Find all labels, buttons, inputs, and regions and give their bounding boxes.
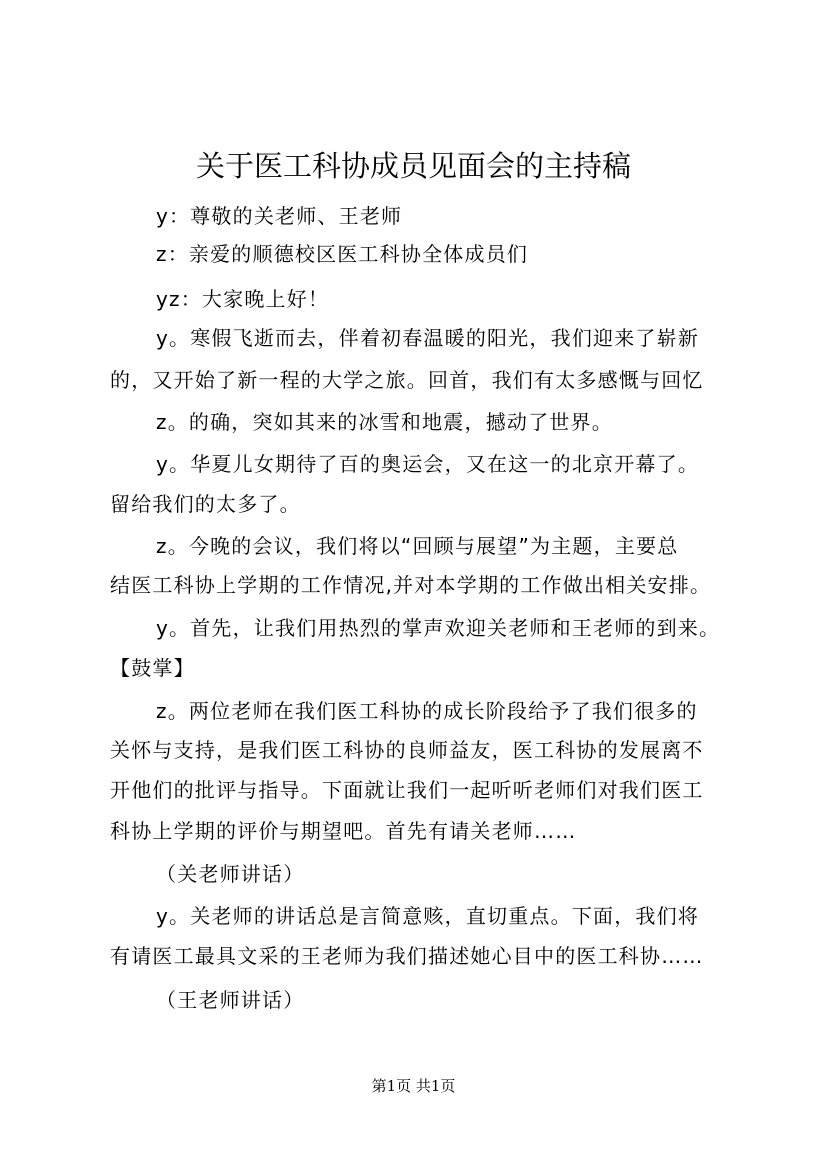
page-number-footer: 第1页 共1页	[371, 1077, 456, 1095]
text-line: 结医工科协上学期的工作情况,并对本学期的工作做出相关安排。	[110, 573, 712, 597]
text-line: 有请医工最具文采的王老师为我们描述她心目中的医工科协……	[110, 944, 704, 968]
text-line: z。今晚的会议，我们将以“回顾与展望”为主题，主要总	[156, 534, 679, 558]
text-line: 的，又开始了新一程的大学之旅。回首，我们有太多感慨与回忆	[110, 368, 704, 392]
text-line: z：亲爱的顺德校区医工科协全体成员们	[156, 242, 529, 266]
text-line: 科协上学期的评价与期望吧。首先有请关老师……	[110, 819, 577, 843]
text-line: y：尊敬的关老师、王老师	[156, 204, 403, 228]
text-line: y。华夏儿女期待了百的奥运会，又在这一的北京开幕了。	[156, 452, 700, 476]
text-line: z。的确，突如其来的冰雪和地震，撼动了世界。	[156, 410, 613, 434]
text-line: z。两位老师在我们医工科协的成长阶段给予了我们很多的	[156, 699, 698, 723]
text-line: y。寒假飞逝而去，伴着初春温暖的阳光，我们迎来了崭新	[156, 326, 700, 350]
text-line: 关怀与支持，是我们医工科协的良师益友，医工科协的发展离不	[110, 738, 704, 762]
text-line: 【鼓掌】	[110, 656, 195, 680]
text-line: y。关老师的讲话总是言简意赅，直切重点。下面，我们将	[156, 904, 700, 928]
text-line: （王老师讲话）	[156, 988, 305, 1012]
text-line: （关老师讲话）	[156, 862, 305, 886]
text-line: 开他们的批评与指导。下面就让我们一起听听老师们对我们医工	[110, 778, 704, 802]
text-line: y。首先，让我们用热烈的掌声欢迎关老师和王老师的到来。	[156, 616, 721, 640]
text-line: yz：大家晚上好！	[156, 287, 330, 311]
text-line: 留给我们的太多了。	[110, 492, 301, 516]
document-title: 关于医工科协成员见面会的主持稿	[195, 149, 631, 183]
